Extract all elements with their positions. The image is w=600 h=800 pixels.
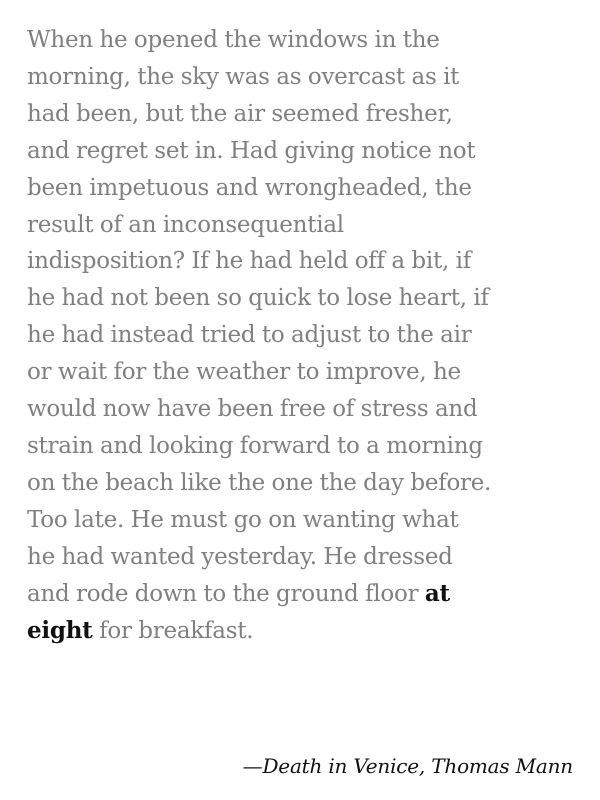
- passage-line-16: [27, 576, 587, 613]
- highlight-eight: eight: [27, 616, 93, 644]
- passage-line-8: he had not been so quick to lose heart, if: [27, 285, 489, 312]
- passage-line-13: on the beach like the one the day before.: [27, 469, 492, 496]
- passage-line-12: strain and looking forward to a morning: [27, 432, 483, 459]
- passage-line-15: he had wanted yesterday. He dressed: [27, 543, 453, 570]
- passage-line-9: he had instead tried to adjust to the air: [27, 322, 472, 349]
- passage-line-16-text: and rode down to the ground floor: [27, 580, 425, 607]
- passage-line-11: would now have been free of stress and: [27, 396, 478, 423]
- attribution: —Death in Venice, Thomas Mann: [242, 754, 573, 778]
- quote-passage: [27, 22, 587, 649]
- highlight-at: at: [424, 579, 450, 607]
- passage-line-4: and regret set in. Had giving notice not: [27, 137, 476, 164]
- passage-line-3: had been, but the air seemed fresher,: [27, 100, 453, 127]
- passage-line-5: been impetuous and wrongheaded, the: [27, 174, 472, 201]
- passage-line-17-text: for breakfast.: [92, 617, 254, 644]
- passage-line-1: When he opened the windows in the: [27, 27, 440, 53]
- passage-line-2: morning, the sky was as overcast as it: [27, 63, 460, 90]
- passage-line-6: result of an inconsequential: [27, 211, 344, 238]
- passage-line-17: [27, 613, 587, 650]
- passage-line-10: or wait for the weather to improve, he: [27, 359, 461, 386]
- passage-line-7: indisposition? If he had held off a bit, if: [27, 248, 471, 275]
- passage-line-14: Too late. He must go on wanting what: [27, 506, 459, 533]
